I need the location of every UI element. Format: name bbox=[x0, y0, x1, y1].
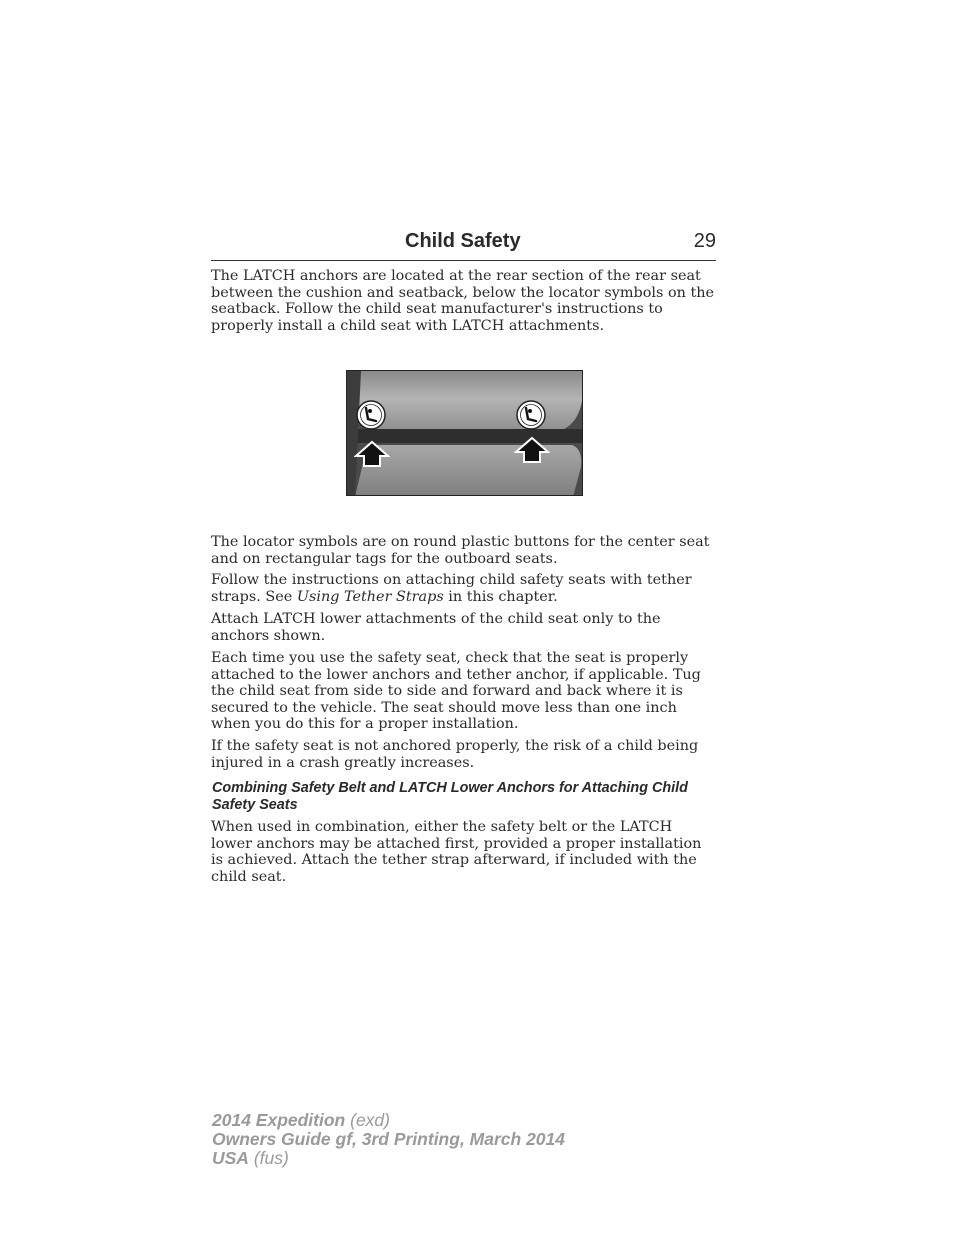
footer-market: USA bbox=[212, 1148, 249, 1168]
paragraph-warning: If the safety seat is not anchored properly, the risk of a child being injured in a crash greatly increases. bbox=[211, 738, 699, 771]
up-arrow-icon bbox=[514, 436, 550, 464]
subheading: Combining Safety Belt and LATCH Lower Anchors for Attaching Child Safety Seats bbox=[212, 780, 688, 813]
page-header bbox=[211, 229, 716, 261]
footer-guide-line bbox=[212, 1130, 712, 1149]
paragraph-text: in this chapter. bbox=[443, 588, 558, 605]
paragraph-locator-symbols: The locator symbols are on round plastic buttons for the center seat and on rectangular tags for the outboard seats. bbox=[211, 534, 710, 567]
cross-reference-link[interactable]: Using Tether Straps bbox=[296, 588, 444, 605]
paragraph-latch-attach: Attach LATCH lower attachments of the child seat only to the anchors shown. bbox=[211, 611, 661, 644]
footer-model: 2014 Expedition bbox=[212, 1110, 346, 1130]
footer-guide: Owners Guide gf, 3rd Printing, March 2014 bbox=[212, 1129, 565, 1149]
footer-market-code: (fus) bbox=[253, 1148, 289, 1168]
intro-paragraph: The LATCH anchors are located at the rear section of the rear seat between the cushion and seatback, below the locator symbols on the seatback. Follow the child seat manufacturer's instructions to properly install a child seat with LATCH attachments. bbox=[211, 268, 715, 334]
footer-market-line bbox=[212, 1149, 712, 1168]
section-title: Child Safety bbox=[405, 230, 521, 252]
paragraph-combination: When used in combination, either the safety belt or the LATCH lower anchors may be attached first, provided a proper installation is achieved. Attach the tether strap afterward, if included with the child seat. bbox=[211, 819, 702, 885]
latch-anchor-illustration bbox=[346, 370, 583, 496]
child-seat-locator-icon bbox=[356, 400, 386, 430]
footer-model-code: (exd) bbox=[350, 1110, 390, 1130]
page-number: 29 bbox=[693, 230, 716, 252]
paragraph-tether-instructions bbox=[211, 572, 716, 605]
up-arrow-icon bbox=[354, 440, 390, 468]
child-seat-locator-icon bbox=[516, 400, 546, 430]
footer-model-line bbox=[212, 1111, 712, 1130]
paragraph-text: Follow the instructions on attaching child safety seats with tether straps. See bbox=[211, 572, 692, 605]
paragraph-check-seat: Each time you use the safety seat, check that the seat is properly attached to the lower anchors and tether anchor, if applicable. Tug the child seat from side to side and forward and back where it is secured to the vehicle. The seat should move less than one inch when you do this for a proper installation. bbox=[211, 650, 701, 732]
page-footer bbox=[212, 1111, 712, 1168]
